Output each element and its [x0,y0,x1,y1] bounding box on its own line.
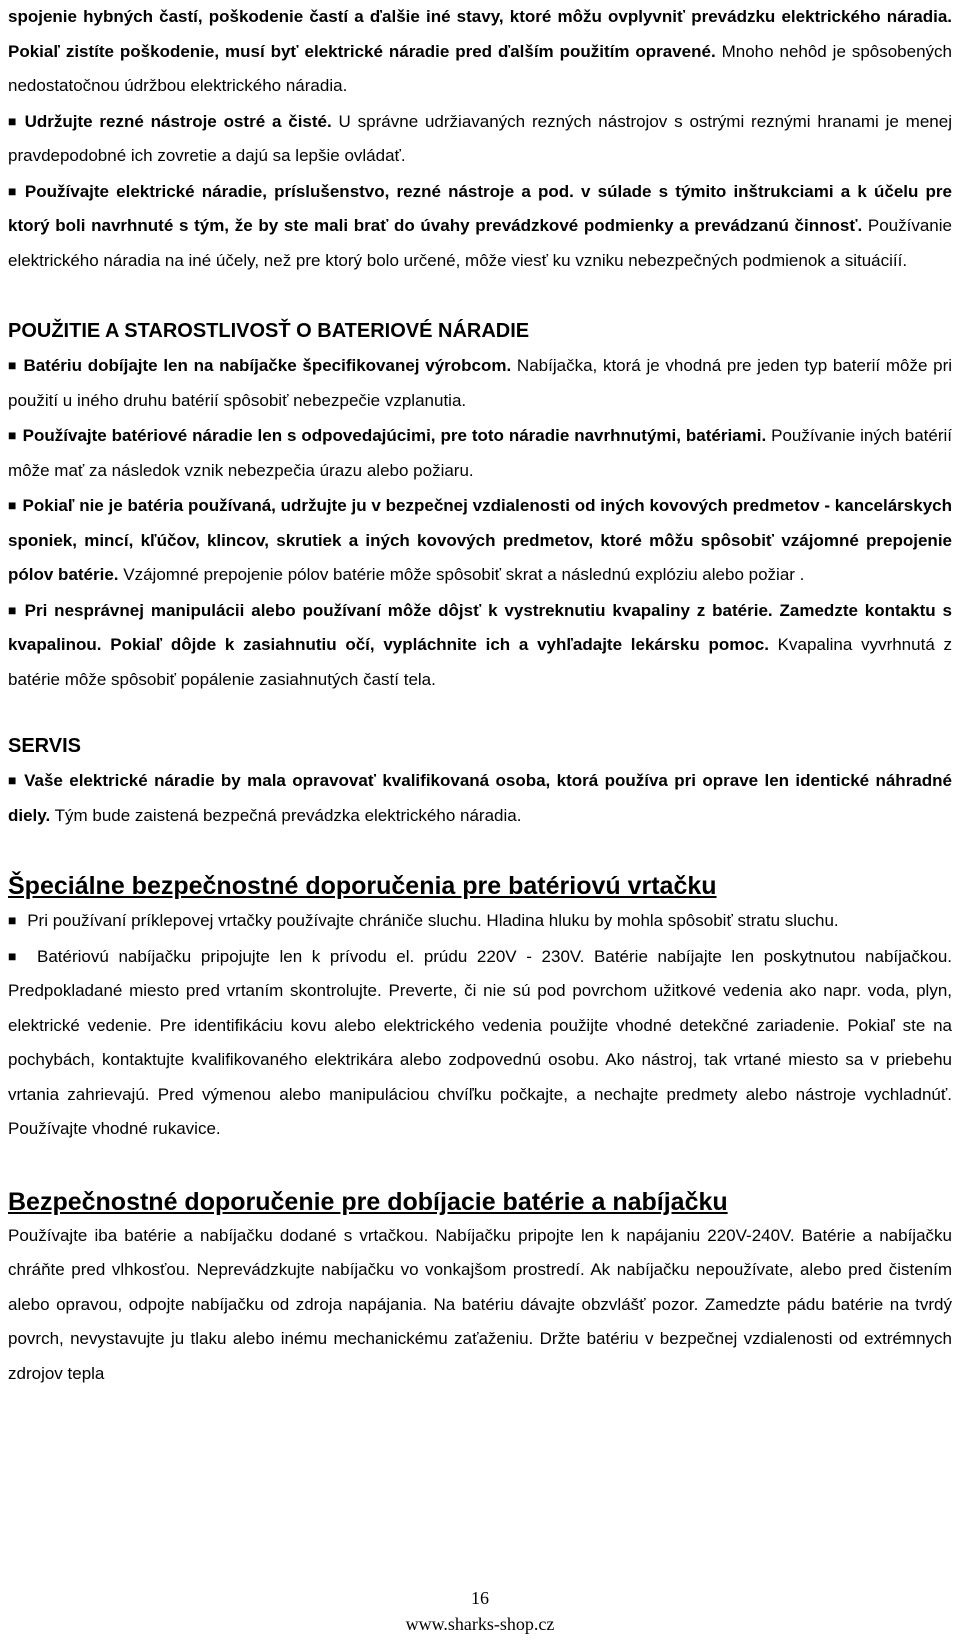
paragraph-battery-storage [8,488,952,593]
bullet-square-icon: ■ [8,912,17,928]
bullet-square-icon: ■ [8,357,18,373]
bullet-square-icon: ■ [8,427,17,443]
page-footer [8,1585,952,1637]
paragraph-servis [8,763,952,833]
paragraph-bold: Pri nesprávnej manipulácii alebo používaní môže dôjsť k vystreknutiu kvapaliny z batérie. Zamedzte kontaktu s kvapalinou. Pokiaľ dôjde k zasiahnutiu očí, vypláchnite ich a vyhľadajte lekársku pomoc. [8,600,952,654]
paragraph-text: Tým bude zaistená bezpečná prevádzka elektrického náradia. [50,805,522,825]
paragraph-battery-matching [8,418,952,488]
heading-drill-safety: Špeciálne bezpečnostné doporučenia pre batériovú vrtačku [8,872,717,900]
bullet-square-icon: ■ [8,947,22,964]
paragraph-text: Používanie elektrického náradia na iné účely, než pre ktorý bolo určené, môže viesť ku vzniku nebezpečných podmienok a situáciíí. [8,216,952,270]
bullet-square-icon: ■ [8,601,19,618]
paragraph-bold: Vaše elektrické náradie by mala opravovať kvalifikovaná osoba, ktorá používa pri oprave len identické náhradné diely. [8,771,952,825]
paragraph-text: Pri používaní príklepovej vrtačky používajte chrániče sluchu. Hladina hluku by mohla spôsobiť stratu sluchu. [22,911,839,930]
paragraph-cutting-tools [8,104,952,174]
page-number: 16 [471,1588,489,1608]
paragraph-bold: Používajte elektrické náradie, príslušenstvo, rezné nástroje a pod. v súlade s týmito inštrukciami a k účelu pre ktorý boli navrhnuté s tým, že by ste mali brať do úvahy prevádzkové podmienky a prevádzanú činnosť. [8,181,952,235]
bullet-square-icon: ■ [8,772,19,788]
paragraph-text: Kvapalina vyvrhnutá z batérie môže spôsobiť popálenie zasiahnutých častí tela. [8,635,952,689]
paragraph-bold: Udržujte rezné nástroje ostré a čisté. [24,111,332,131]
heading-battery-tools: POUŽITIE A STAROSTLIVOSŤ O BATERIOVÉ NÁRADIE [8,320,530,342]
paragraph-text: Batériovú nabíjačku pripojujte len k prívodu el. prúdu 220V - 230V. Batérie nabíjajte len poskytnutou nabíjačkou. Predpokladané miesto pred vrtaním skontrolujte. Preverte, či nie sú pod povrchom užitkové vedenia ako napr. voda, plyn, elektrické vedenie. Pre identifikáciu kovu alebo elektrického vedenia použijte vhodné detekčné zariadenie. Pokiaľ ste na pochybách, kontaktujte kvalifikovaného elektrikára alebo zodpovednú osobu. Ako nástroj, tak vrtané miesto sa v priebehu vrtania zahrievajú. Pred výmenou alebo manipuláciou chvíľku počkajte, a nechajte predmety alebo nástroje vychladnúť. Používajte vhodné rukavice. [8,946,952,1138]
paragraph-text: U správne udržiavaných rezných nástrojov s ostrými reznými hranami je menej pravdepodobné ich zovretie a dajú sa lepšie ovládať. [8,111,952,165]
bullet-square-icon: ■ [8,182,19,199]
paragraph-text: Vzájomné prepojenie pólov batérie môže spôsobiť skrat a následnú explóziu alebo požiar . [118,565,805,584]
paragraph-usage [8,174,952,279]
paragraph-text: Nabíjačka, ktorá je vhodná pre jeden typ baterií môže pri použití u iného druhu batérií spôsobiť nebezpečie vzplanutia. [8,356,953,410]
heading-charger-safety: Bezpečnostné doporučenie pre dobíjacie batérie a nabíjačku [8,1187,728,1216]
document-page [8,0,952,1647]
paragraph-bold: spojenie hybných častí, poškodenie častí a ďalšie iné stavy, ktoré môžu ovplyvniť prevádzku elektrického náradia. Pokiaľ zistíte poškodenie, musí byť elektrické náradie pred ďalším použitím opravené. [8,7,952,61]
paragraph-battery-charger [8,348,952,418]
paragraph-battery-liquid [8,593,952,698]
paragraph-text: Používanie iných batérií môže mať za následok vznik nebezpečia úrazu alebo požiaru. [8,426,952,480]
bullet-square-icon: ■ [8,112,19,129]
bullet-square-icon: ■ [8,497,17,513]
paragraph-charger-drilling [8,939,952,1147]
heading-servis: SERVIS [8,735,81,757]
paragraph-bold: Pokiaľ nie je batéria používaná, udržujte ju v bezpečnej vzdialenosti od iných kovových predmetov - kancelárskych sponiek, mincí, kľúčov, klincov, skrutiek a iných kovových predmetov, ktoré môžu spôsobiť vzájomné prepojenie pólov batérie. [8,496,952,584]
paragraph-maintenance [8,0,952,104]
footer-website: www.sharks-shop.cz [405,1614,555,1634]
paragraph-hearing [8,903,952,939]
paragraph-bold: Batériu dobíjajte len na nabíjačke špecifikovanej výrobcom. [23,356,512,375]
paragraph-charger: Používajte iba batérie a nabíjačku dodané s vrtačkou. Nabíjačku pripojte len k napájaniu 220V-240V. Batérie a nabíjačku chráňte pred vlhkosťou. Neprevádzkujte nabíjačku vo vonkajšom prostredí. Ak nabíjačku nepoužívate, alebo pred čistením alebo opravou, odpojte nabíjačku od zdroja napájania. Na batériu dávajte obzvlášť pozor. Zamedzte pádu batérie na tvrdý povrch, nevystavujte ju tlaku alebo inému mechanickému zaťaženiu. Držte batériu v bezpečnej vzdialenosti od extrémnych zdrojov tepla [8,1225,952,1383]
paragraph-bold: Používajte batériové náradie len s odpovedajúcimi, pre toto náradie navrhnutými, batériami. [22,426,767,445]
paragraph-text: Mnoho nehôd je spôsobených nedostatočnou údržbou elektrického náradia. [8,41,953,95]
